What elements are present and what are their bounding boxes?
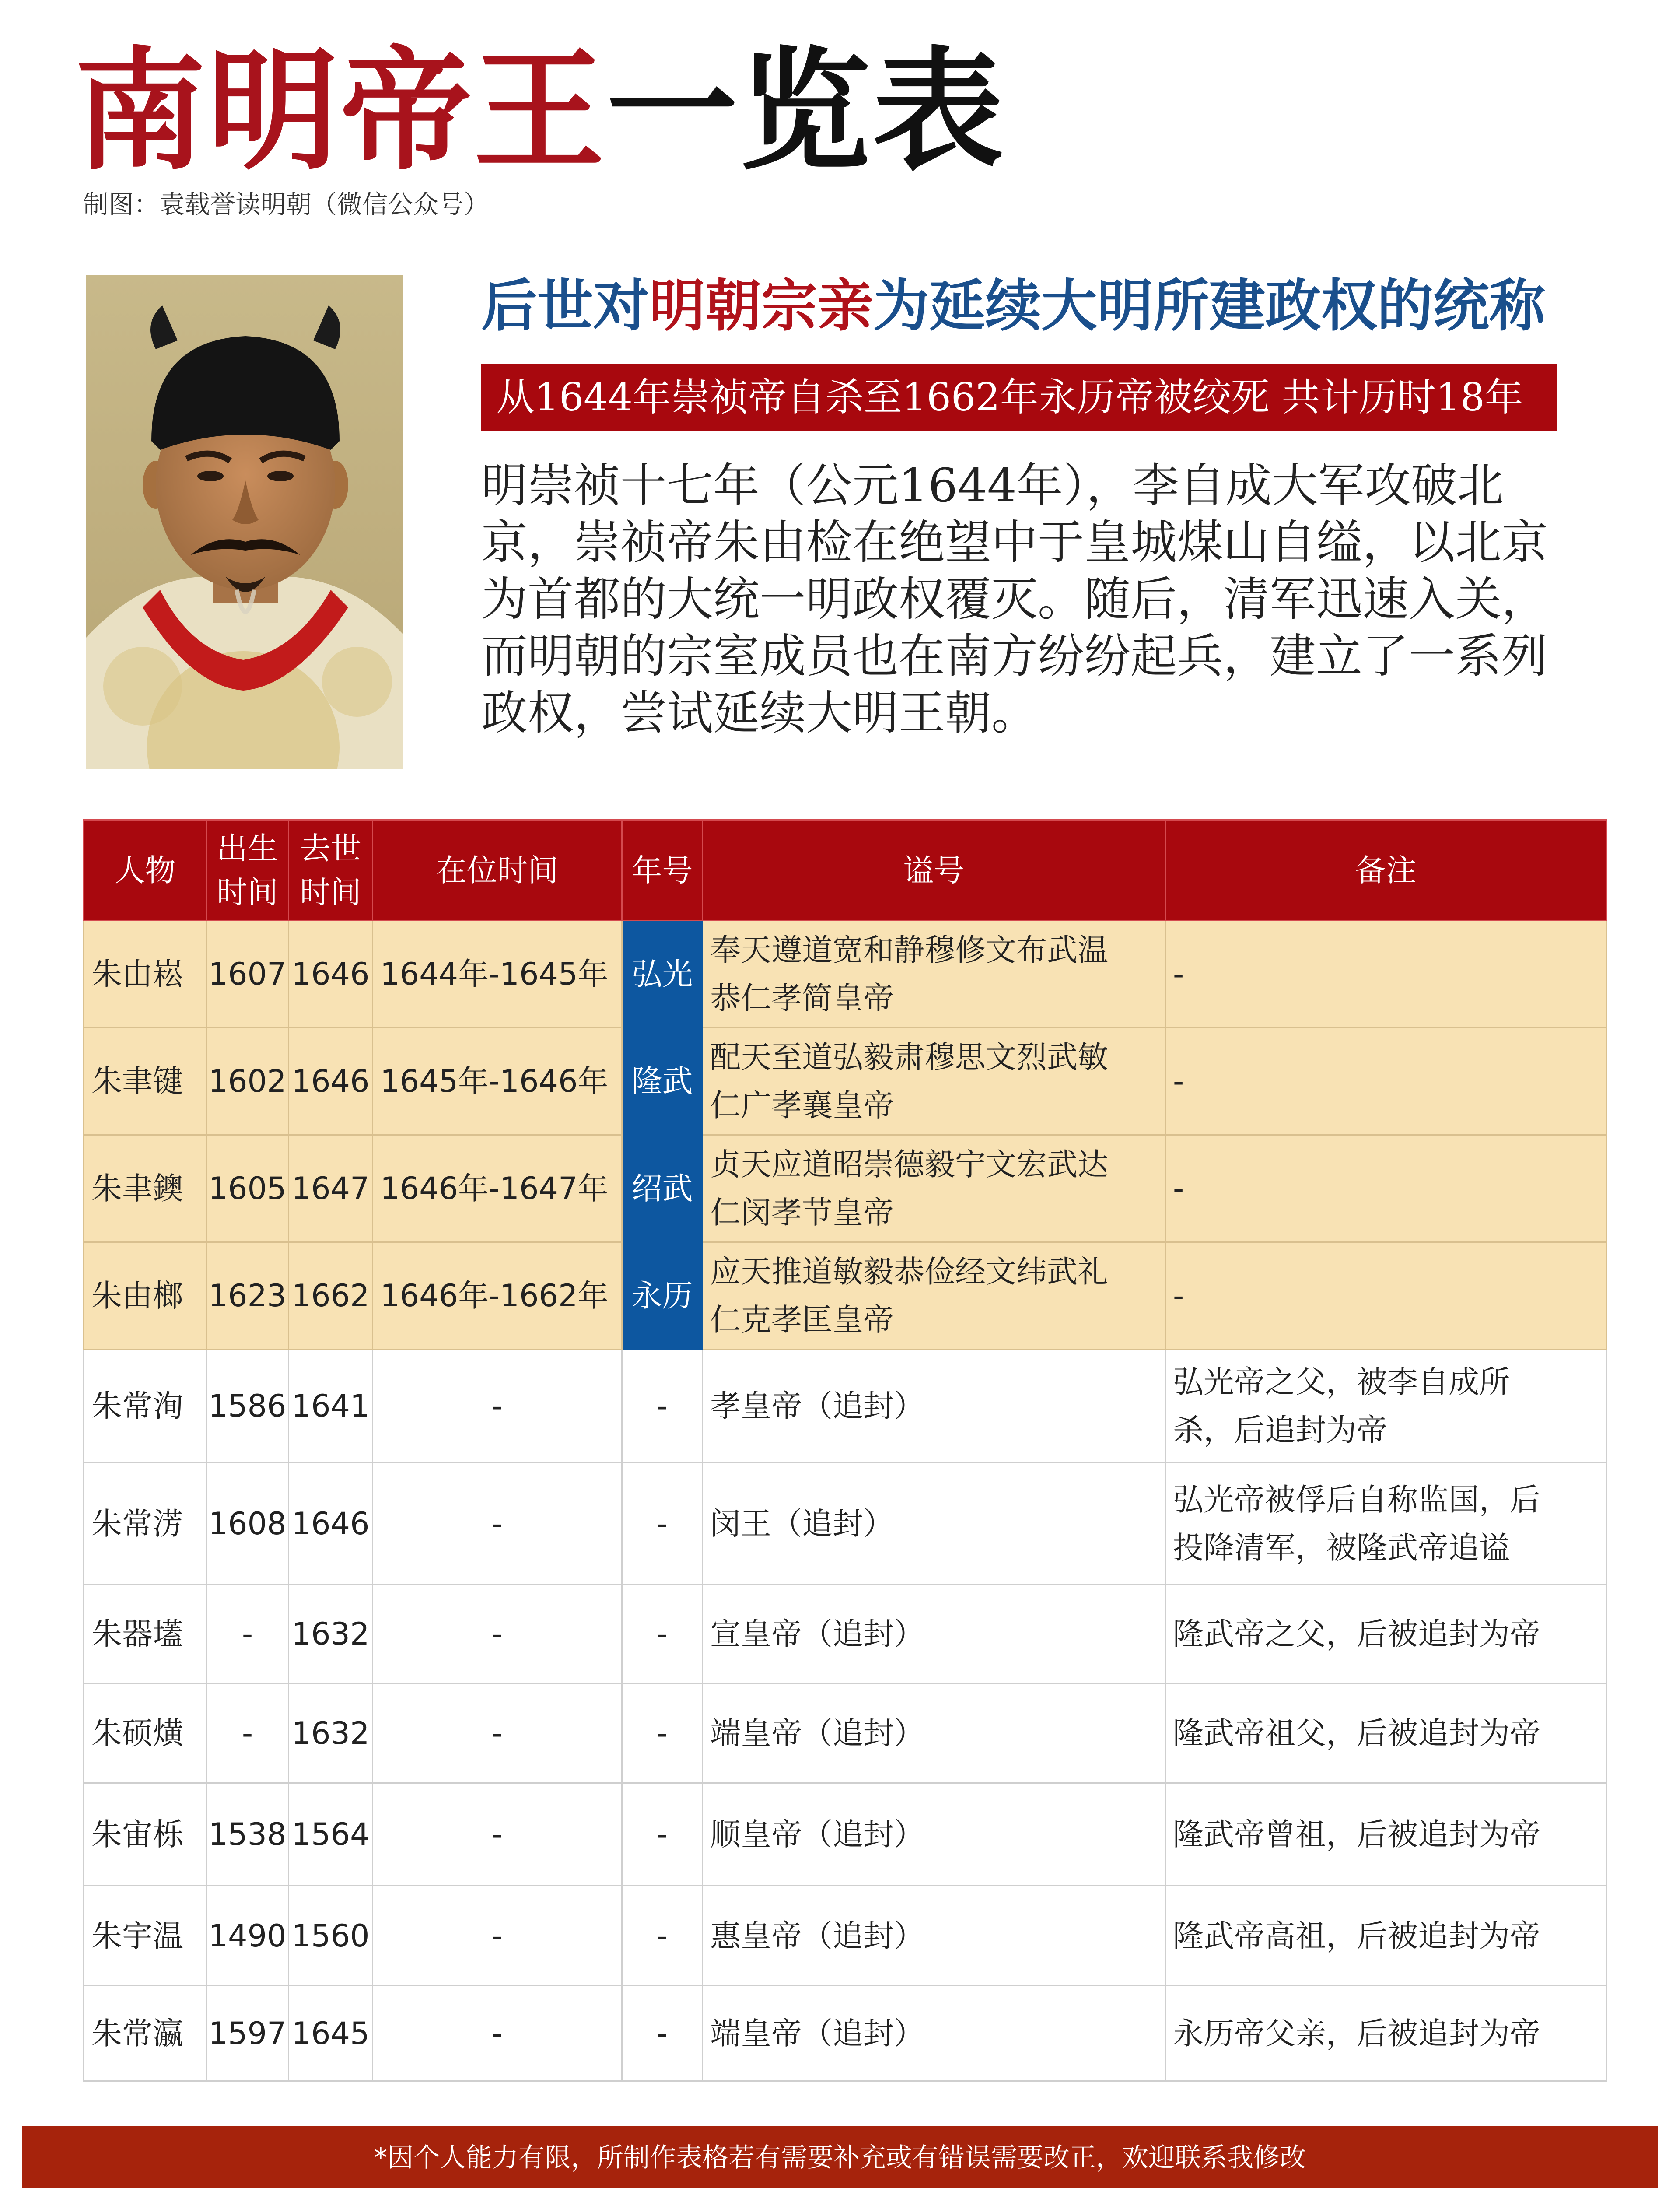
- intro-line: 而明朝的宗室成员也在南方纷纷起兵，建立了一系列: [481, 629, 1548, 683]
- note-line: 弘光帝被俘后自称监国，后: [1173, 1481, 1540, 1518]
- header-notes: 备注: [1166, 820, 1606, 921]
- posthumous-line: 贞天应道昭崇德毅宁文宏武达: [710, 1147, 1108, 1182]
- cell-name: 朱由榔: [84, 1242, 206, 1350]
- footer-note: *因个人能力有限，所制作表格若有需要补充或有错误需要改正，欢迎联系我修改: [22, 2126, 1658, 2188]
- cell-name: 朱由崧: [84, 921, 206, 1028]
- cell-reign: -: [373, 1683, 622, 1783]
- emperor-row: [84, 1242, 1606, 1350]
- posthumous-line: 顺皇帝（追封）: [710, 1816, 924, 1852]
- cell-posthumous: [703, 1135, 1166, 1242]
- cell-name: 朱硕熿: [84, 1683, 206, 1783]
- cell-birth: 1538: [206, 1783, 289, 1886]
- cell-era: 弘光: [622, 921, 703, 1028]
- cell-death: 1560: [289, 1886, 373, 1986]
- cell-posthumous: [703, 1350, 1166, 1462]
- header-death: 去世 时间: [289, 820, 373, 921]
- header-birth: 出生 时间: [206, 820, 289, 921]
- cell-era: 永历: [622, 1242, 703, 1350]
- cell-note: [1166, 1585, 1606, 1683]
- cell-reign: 1646年-1647年: [373, 1135, 622, 1242]
- note-line: 隆武帝之父，后被追封为帝: [1173, 1616, 1540, 1652]
- posthumous-line: 仁闵孝节皇帝: [710, 1195, 894, 1231]
- cell-birth: 1623: [206, 1242, 289, 1350]
- note-line: -: [1173, 1171, 1184, 1206]
- cell-note: [1166, 1242, 1606, 1350]
- note-line: -: [1173, 1063, 1184, 1099]
- cell-era: -: [622, 1886, 703, 1986]
- cell-reign: -: [373, 1886, 622, 1986]
- cell-birth: 1605: [206, 1135, 289, 1242]
- relative-row: [84, 1585, 1606, 1683]
- cell-reign: -: [373, 1986, 622, 2081]
- cell-posthumous: [703, 1683, 1166, 1783]
- headline-part-3: 为延续大明所建政权的统称: [873, 274, 1546, 339]
- note-line: 隆武帝曾祖，后被追封为帝: [1173, 1816, 1540, 1852]
- header-posthumous: 谥号: [703, 820, 1166, 921]
- cell-death: 1632: [289, 1683, 373, 1783]
- intro-paragraph: [481, 457, 1558, 742]
- posthumous-line: 应天推道敏毅恭俭经文纬武礼: [710, 1254, 1108, 1290]
- cell-posthumous: [703, 1783, 1166, 1886]
- cell-note: [1166, 1683, 1606, 1783]
- cell-death: 1646: [289, 1462, 373, 1585]
- cell-birth: -: [206, 1683, 289, 1783]
- cell-birth: 1608: [206, 1462, 289, 1585]
- cell-posthumous: [703, 1986, 1166, 2081]
- note-line: 弘光帝之父，被李自成所: [1173, 1364, 1510, 1400]
- cell-posthumous: [703, 1585, 1166, 1683]
- note-line: 隆武帝高祖，后被追封为帝: [1173, 1918, 1540, 1954]
- note-line: 杀，后追封为帝: [1173, 1412, 1387, 1448]
- cell-birth: -: [206, 1585, 289, 1683]
- relative-row: [84, 1350, 1606, 1462]
- posthumous-line: 端皇帝（追封）: [710, 2015, 924, 2051]
- header-era: 年号: [622, 820, 703, 921]
- cell-note: [1166, 1350, 1606, 1462]
- cell-note: [1166, 921, 1606, 1028]
- cell-posthumous: [703, 1242, 1166, 1350]
- cell-name: 朱聿键: [84, 1028, 206, 1135]
- cell-posthumous: [703, 921, 1166, 1028]
- posthumous-line: 仁克孝匡皇帝: [710, 1302, 894, 1338]
- cell-reign: 1646年-1662年: [373, 1242, 622, 1350]
- emperor-portrait: [86, 275, 402, 769]
- cell-birth: 1490: [206, 1886, 289, 1986]
- cell-note: [1166, 1462, 1606, 1585]
- cell-death: 1641: [289, 1350, 373, 1462]
- cell-era: -: [622, 1585, 703, 1683]
- cell-era: -: [622, 1783, 703, 1886]
- cell-death: 1564: [289, 1783, 373, 1886]
- cell-note: [1166, 1986, 1606, 2081]
- cell-name: 朱器壒: [84, 1585, 206, 1683]
- cell-death: 1632: [289, 1585, 373, 1683]
- cell-death: 1646: [289, 921, 373, 1028]
- posthumous-line: 奉天遵道宽和静穆修文布武温: [710, 932, 1108, 968]
- cell-note: [1166, 1028, 1606, 1135]
- cell-birth: 1602: [206, 1028, 289, 1135]
- posthumous-line: 闵王（追封）: [710, 1505, 894, 1542]
- posthumous-line: 惠皇帝（追封）: [710, 1918, 924, 1954]
- cell-posthumous: [703, 1886, 1166, 1986]
- cell-era: -: [622, 1350, 703, 1462]
- emperor-row: [84, 1028, 1606, 1135]
- cell-death: 1662: [289, 1242, 373, 1350]
- cell-posthumous: [703, 1028, 1166, 1135]
- cell-name: 朱常淓: [84, 1462, 206, 1585]
- header-person: 人物: [84, 820, 206, 921]
- posthumous-line: 配天至道弘毅肃穆思文烈武敏: [710, 1039, 1108, 1075]
- cell-note: [1166, 1886, 1606, 1986]
- cell-name: 朱宙栎: [84, 1783, 206, 1886]
- posthumous-line: 孝皇帝（追封）: [710, 1388, 924, 1424]
- cell-reign: -: [373, 1462, 622, 1585]
- cell-reign: -: [373, 1585, 622, 1683]
- cell-death: 1645: [289, 1986, 373, 2081]
- cell-name: 朱宇温: [84, 1886, 206, 1986]
- cell-birth: 1586: [206, 1350, 289, 1462]
- relative-row: [84, 1886, 1606, 1986]
- headline-part-1: 后世对: [481, 274, 650, 339]
- cell-reign: 1644年-1645年: [373, 921, 622, 1028]
- cell-posthumous: [703, 1462, 1166, 1585]
- note-line: 永历帝父亲，后被追封为帝: [1173, 2015, 1540, 2051]
- cell-name: 朱常瀛: [84, 1986, 206, 2081]
- cell-death: 1646: [289, 1028, 373, 1135]
- posthumous-line: 仁广孝襄皇帝: [710, 1087, 894, 1123]
- emperor-row: [84, 921, 1606, 1028]
- posthumous-line: 端皇帝（追封）: [710, 1715, 924, 1751]
- relative-row: [84, 1986, 1606, 2081]
- posthumous-line: 恭仁孝简皇帝: [710, 980, 894, 1016]
- cell-era: 绍武: [622, 1135, 703, 1242]
- cell-birth: 1607: [206, 921, 289, 1028]
- note-line: -: [1173, 956, 1184, 992]
- page-title: [74, 35, 1005, 188]
- emperor-table: [83, 819, 1607, 2082]
- page-title-rest: 一览表: [606, 35, 1005, 188]
- intro-line: 政权，尝试延续大明王朝。: [481, 686, 1038, 740]
- headline-highlight: 明朝宗亲: [649, 274, 874, 339]
- intro-line: 为首都的大统一明政权覆灭。随后，清军迅速入关，: [481, 572, 1548, 626]
- cell-era: -: [622, 1462, 703, 1585]
- relative-row: [84, 1783, 1606, 1886]
- cell-death: 1647: [289, 1135, 373, 1242]
- intro-line: 明崇祯十七年（公元1644年），李自成大军攻破北: [481, 459, 1504, 512]
- cell-reign: -: [373, 1350, 622, 1462]
- cell-name: 朱常洵: [84, 1350, 206, 1462]
- cell-birth: 1597: [206, 1986, 289, 2081]
- relative-row: [84, 1462, 1606, 1585]
- cell-reign: 1645年-1646年: [373, 1028, 622, 1135]
- cell-name: 朱聿鐭: [84, 1135, 206, 1242]
- note-line: 投降清军，被隆武帝追谥: [1173, 1529, 1510, 1566]
- credit-line: 制图：袁载誉读明朝（微信公众号）: [83, 189, 490, 219]
- intro-line: 京，崇祯帝朱由检在绝望中于皇城煤山自缢，以北京: [481, 515, 1548, 569]
- header-reign: 在位时间: [373, 820, 622, 921]
- cell-note: [1166, 1783, 1606, 1886]
- cell-note: [1166, 1135, 1606, 1242]
- posthumous-line: 宣皇帝（追封）: [710, 1616, 924, 1652]
- note-line: -: [1173, 1278, 1184, 1314]
- cell-reign: -: [373, 1783, 622, 1886]
- cell-era: -: [622, 1986, 703, 2081]
- duration-banner: 从1644年崇祯帝自杀至1662年永历帝被绞死 共计历时18年: [481, 364, 1558, 431]
- cell-era: -: [622, 1683, 703, 1783]
- note-line: 隆武帝祖父，后被追封为帝: [1173, 1715, 1540, 1751]
- headline: [481, 271, 1545, 341]
- table-header-row: [84, 820, 1606, 921]
- relative-row: [84, 1683, 1606, 1783]
- cell-era: 隆武: [622, 1028, 703, 1135]
- page-title-highlight: 南明帝王: [74, 35, 606, 188]
- emperor-row: [84, 1135, 1606, 1242]
